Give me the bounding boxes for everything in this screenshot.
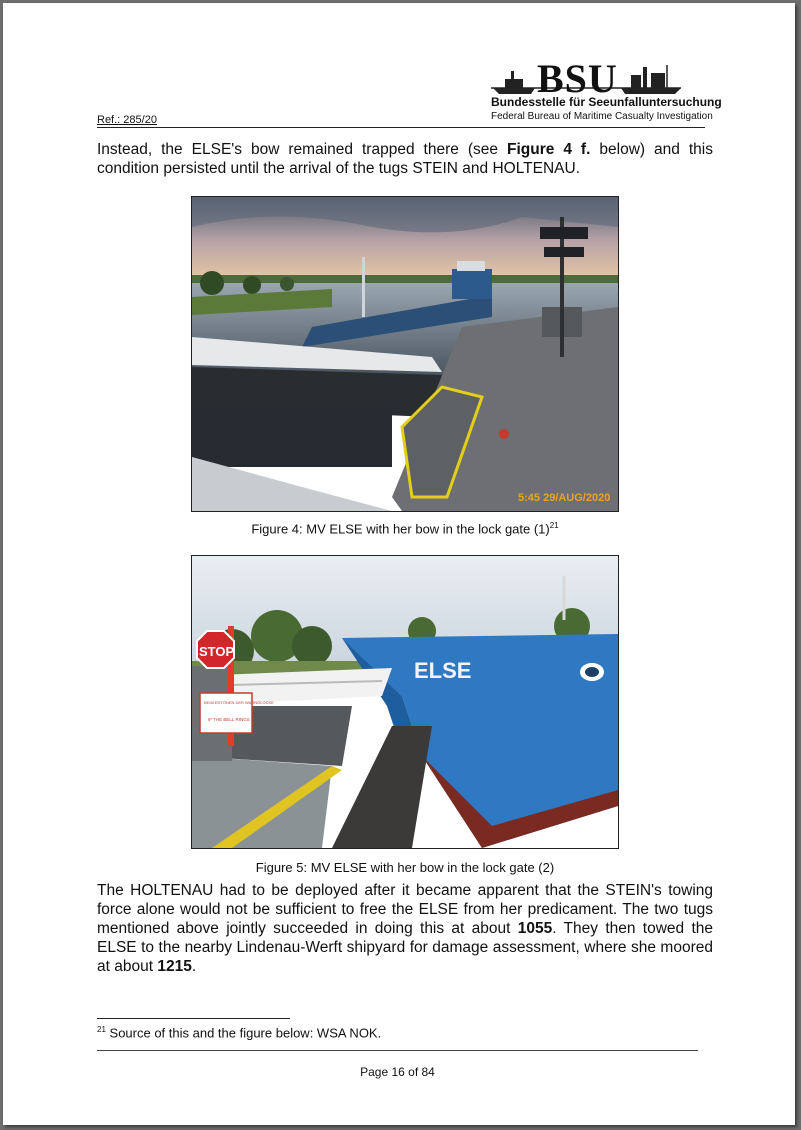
footnote-marker: 21	[549, 521, 559, 530]
lock-gate-photo-2	[192, 556, 618, 848]
document-page	[3, 3, 795, 1125]
logo-text: BSU	[537, 56, 618, 101]
para2-text-2: . They then towed the ELSE to the nearby Lindenau-Werft shipyard for damage assessment, where she moored at about	[97, 920, 713, 975]
figure-reference: Figure 4 f.	[506, 141, 591, 158]
sign-text-german: BEIM ERTÖNEN DER WARNGLOCKE	[204, 700, 274, 705]
reference-number: Ref.: 285/20	[97, 114, 157, 126]
footnote-number: 21	[97, 1025, 106, 1034]
footer-divider	[97, 1050, 698, 1051]
figure-4-caption	[97, 521, 713, 536]
photo-timestamp: 5:45 29/AUG/2020	[518, 492, 611, 504]
header-divider	[97, 127, 705, 128]
figure-5-caption: Figure 5: MV ELSE with her bow in the lock gate (2)	[255, 860, 555, 875]
bsu-logo	[491, 56, 722, 125]
stop-sign-text: STOP	[199, 644, 235, 659]
para2-text-1: The HOLTENAU had to be deployed after it became apparent that the STEIN's towing force alone would not be sufficient to free the ELSE from her predicament. The two tugs mentioned above jointly succeeded in doing this at about	[97, 882, 713, 937]
sign-text-english: IF THE BELL RINGS	[208, 717, 250, 722]
paragraph-intro	[97, 140, 713, 178]
para1-text-2: below) and this condition persisted until the arrival of the tugs STEIN and HOLTENAU.	[97, 141, 713, 177]
para2-text-3: .	[191, 958, 197, 975]
ship-name-text: ELSE	[414, 658, 472, 683]
page-number: Page 16 of 84	[360, 1065, 435, 1079]
lock-gate-photo-1	[192, 197, 618, 511]
footnote	[97, 1025, 381, 1040]
footnote-divider	[97, 1018, 290, 1019]
time-moored: 1215	[157, 958, 192, 975]
time-rescued: 1055	[517, 920, 553, 937]
figure-5-photo	[191, 555, 619, 849]
agency-name-german: Bundesstelle für Seeunfalluntersuchung	[491, 95, 722, 109]
figure-4-photo	[191, 196, 619, 512]
paragraph-rescue	[97, 881, 713, 976]
agency-name-english: Federal Bureau of Maritime Casualty Investigation	[491, 111, 713, 122]
footnote-text: Source of this and the figure below: WSA NOK.	[105, 1025, 382, 1041]
para1-text-1: Instead, the ELSE's bow remained trapped there (see	[97, 141, 507, 158]
figure-4-caption-text: Figure 4: MV ELSE with her bow in the lock gate (1)	[251, 521, 550, 537]
